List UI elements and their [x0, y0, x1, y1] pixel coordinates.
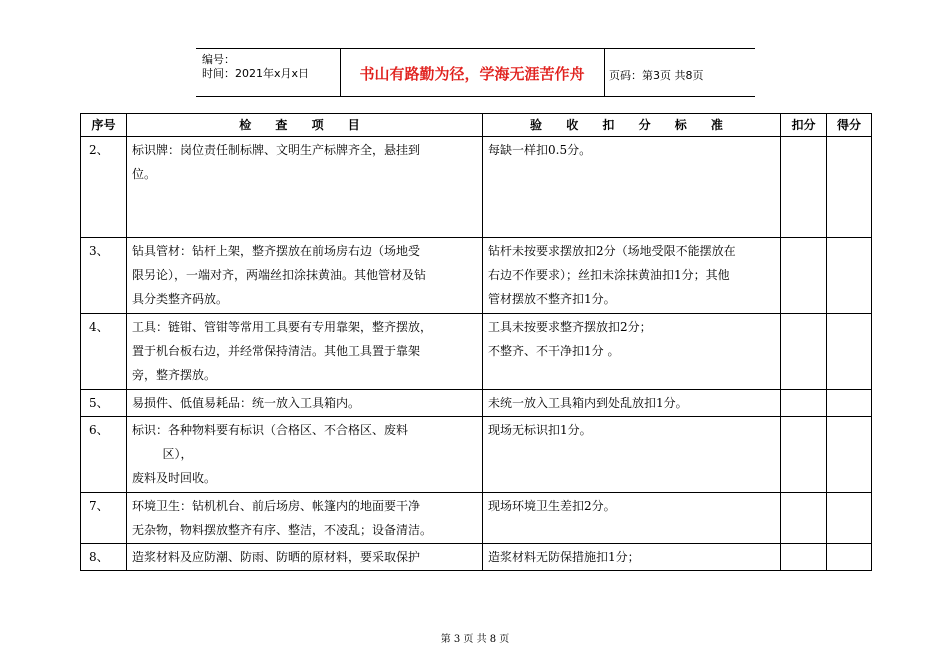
page-code: 页码：第3页 共8页	[609, 69, 704, 82]
row-deduct	[781, 493, 827, 544]
row-score	[827, 417, 872, 493]
row-item	[127, 417, 483, 493]
row-deduct	[781, 238, 827, 314]
row-deduct	[781, 544, 827, 571]
row-deduct	[781, 137, 827, 238]
item-line: 无杂物，物料摆放整齐有序、整洁，不凌乱；设备清洁。	[132, 523, 433, 537]
table-row	[81, 390, 872, 417]
row-score	[827, 238, 872, 314]
row-seq: 6、	[81, 417, 127, 493]
item-line: 置于机台板右边，并经常保持清洁。其他工具置于靠架	[132, 344, 421, 358]
row-item	[127, 493, 483, 544]
row-deduct	[781, 390, 827, 417]
row-standard	[483, 137, 781, 238]
row-score	[827, 137, 872, 238]
standard-line: 未统一放入工具箱内到处乱放扣1分。	[488, 396, 688, 410]
header-motto: 书山有路勤为径，学海无涯苦作舟	[359, 65, 585, 83]
standard-line: 右边不作要求）；丝扣未涂抹黄油扣1分；其他	[488, 268, 730, 282]
doc-number-label: 编号：	[202, 53, 235, 66]
row-standard	[483, 390, 781, 417]
row-deduct	[781, 314, 827, 390]
item-line: 造浆材料及应防潮、防雨、防晒的原材料，要采取保护	[132, 550, 421, 564]
item-line: 工具：链钳、管钳等常用工具要有专用靠架，整齐摆放，	[132, 320, 433, 334]
item-line: 钻具管材：钻杆上架，整齐摆放在前场房右边（场地受	[132, 244, 421, 258]
standard-line: 管材摆放不整齐扣1分。	[488, 292, 616, 306]
row-standard	[483, 314, 781, 390]
item-line: 限另论），一端对齐，两端丝扣涂抹黄油。其他管材及钻	[132, 268, 427, 282]
row-score	[827, 493, 872, 544]
row-score	[827, 390, 872, 417]
col-header-standard: 验 收 扣 分 标 准	[483, 114, 781, 137]
row-item	[127, 314, 483, 390]
inspection-table	[80, 113, 872, 571]
row-seq: 7、	[81, 493, 127, 544]
row-standard	[483, 238, 781, 314]
item-line: 具分类整齐码放。	[132, 292, 229, 306]
standard-line: 现场环境卫生差扣2分。	[488, 499, 616, 513]
item-line: 旁，整齐摆放。	[132, 368, 217, 382]
doc-date: 时间：2021年x月x日	[202, 67, 310, 80]
table-row	[81, 493, 872, 544]
row-score	[827, 314, 872, 390]
row-item	[127, 137, 483, 238]
table-row	[81, 137, 872, 238]
item-line: 位。	[132, 167, 157, 181]
row-seq: 8、	[81, 544, 127, 571]
item-line: 易损件、低值易耗品：统一放入工具箱内。	[132, 396, 361, 410]
col-header-item: 检 查 项 目	[127, 114, 483, 137]
col-header-seq: 序号	[81, 114, 127, 137]
table-row	[81, 544, 872, 571]
standard-line: 钻杆未按要求摆放扣2分（场地受限不能摆放在	[488, 244, 736, 258]
row-standard	[483, 417, 781, 493]
header-divider-right	[604, 49, 605, 96]
page-footer: 第 3 页 共 8 页	[440, 634, 510, 645]
table-row	[81, 417, 872, 493]
item-line: 环境卫生：钻机机台、前后场房、帐篷内的地面要干净	[132, 499, 421, 513]
row-item	[127, 238, 483, 314]
row-seq: 2、	[81, 137, 127, 238]
standard-line: 不整齐、不干净扣1分 。	[488, 344, 620, 358]
row-standard	[483, 493, 781, 544]
standard-line: 造浆材料无防保措施扣1分；	[488, 550, 640, 564]
header-top-rule	[196, 48, 755, 49]
row-seq: 5、	[81, 390, 127, 417]
row-item	[127, 544, 483, 571]
standard-line: 每缺一样扣0.5分。	[488, 143, 592, 157]
header-bottom-rule	[196, 96, 755, 97]
standard-line: 现场无标识扣1分。	[488, 423, 592, 437]
item-line: 标识牌：岗位责任制标牌、文明生产标牌齐全，悬挂到	[132, 143, 421, 157]
item-line: 区），	[132, 447, 193, 461]
table-row	[81, 314, 872, 390]
row-deduct	[781, 417, 827, 493]
col-header-deduct: 扣分	[781, 114, 827, 137]
row-score	[827, 544, 872, 571]
standard-line: 工具未按要求整齐摆放扣2分；	[488, 320, 652, 334]
table-header-row	[81, 114, 872, 137]
table-row	[81, 238, 872, 314]
row-standard	[483, 544, 781, 571]
row-item	[127, 390, 483, 417]
item-line: 废料及时回收。	[132, 471, 217, 485]
col-header-score: 得分	[827, 114, 872, 137]
row-seq: 3、	[81, 238, 127, 314]
item-line: 标识：各种物料要有标识（合格区、不合格区、废料	[132, 423, 409, 437]
row-seq: 4、	[81, 314, 127, 390]
